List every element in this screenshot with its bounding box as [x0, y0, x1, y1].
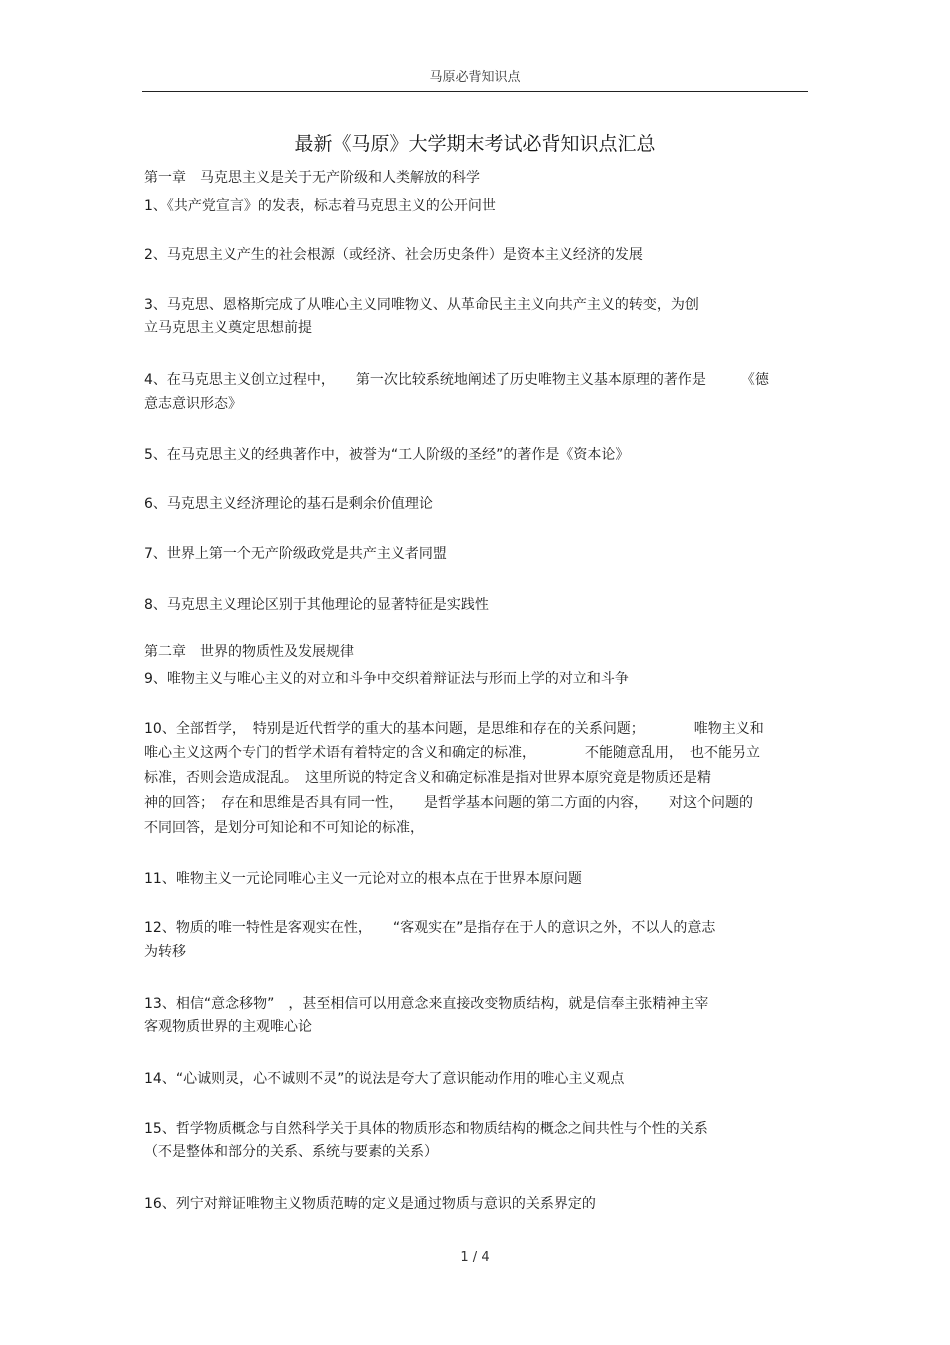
item-14: 14、“心诚则灵，心不诚则不灵”的说法是夸大了意识能动作用的唯心主义观点 — [144, 1071, 625, 1087]
item-10-line-4: 神的回答； 存在和思维是否具有同一性， 是哲学基本问题的第二方面的内容， 对这个问题的 — [144, 795, 753, 811]
chapter-1-heading: 第一章 马克思主义是关于无产阶级和人类解放的科学 — [144, 170, 480, 186]
item-16: 16、列宁对辩证唯物主义物质范畴的定义是通过物质与意识的关系界定的 — [144, 1196, 596, 1212]
item-3-line-1: 3、马克思、恩格斯完成了从唯心主义同唯物义、从革命民主主义向共产主义的转变，为创 — [144, 297, 699, 313]
item-2: 2、马克思主义产生的社会根源（或经济、社会历史条件）是资本主义经济的发展 — [144, 247, 643, 263]
item-9: 9、唯物主义与唯心主义的对立和斗争中交织着辩证法与形而上学的对立和斗争 — [144, 671, 629, 687]
item-1: 1、《共产党宣言》的发表，标志着马克思主义的公开问世 — [144, 198, 496, 214]
item-12-line-2: 为转移 — [144, 944, 186, 960]
item-13-line-1: 13、相信“意念移物” ，甚至相信可以用意念来直接改变物质结构，就是信奉主张精神主宰 — [144, 996, 709, 1012]
item-15-line-2: （不是整体和部分的关系、系统与要素的关系） — [144, 1144, 438, 1160]
document-title: 最新《马原》大学期末考试必背知识点汇总 — [294, 133, 656, 155]
page-number: 1 / 4 — [460, 1250, 490, 1265]
item-12-line-1: 12、物质的唯一特性是客观实在性， “客观实在”是指存在于人的意识之外，不以人的意志 — [144, 920, 716, 936]
item-3-line-2: 立马克思主义奠定思想前提 — [144, 320, 312, 336]
item-4-line-2: 意志意识形态》 — [144, 396, 242, 412]
item-10-line-5: 不同回答，是划分可知论和不可知论的标准， — [144, 820, 424, 836]
item-13-line-2: 客观物质世界的主观唯心论 — [144, 1019, 312, 1035]
item-11: 11、唯物主义一元论同唯心主义一元论对立的根本点在于世界本原问题 — [144, 871, 582, 887]
page-header: 马原必背知识点 — [429, 70, 521, 85]
header-divider — [142, 91, 808, 92]
item-15-line-1: 15、哲学物质概念与自然科学关于具体的物质形态和物质结构的概念之间共性与个性的关系 — [144, 1121, 708, 1137]
item-7: 7、世界上第一个无产阶级政党是共产主义者同盟 — [144, 546, 447, 562]
item-5: 5、在马克思主义的经典著作中，被誉为“工人阶级的圣经”的著作是《资本论》 — [144, 447, 630, 463]
item-10-line-3: 标准，否则会造成混乱。 这里所说的特定含义和确定标准是指对世界本原究竟是物质还是精 — [144, 770, 711, 786]
item-10-line-2: 唯心主义这两个专门的哲学术语有着特定的含义和确定的标准， 不能随意乱用， 也不能另立 — [144, 745, 760, 761]
chapter-2-heading: 第二章 世界的物质性及发展规律 — [144, 644, 354, 660]
item-8: 8、马克思主义理论区别于其他理论的显著特征是实践性 — [144, 597, 489, 613]
item-4-line-1: 4、在马克思主义创立过程中， 第一次比较系统地阐述了历史唯物主义基本原理的著作是 《德 — [144, 372, 769, 388]
item-10-line-1: 10、全部哲学， 特别是近代哲学的重大的基本问题，是思维和存在的关系问题； 唯物主义和 — [144, 721, 764, 737]
item-6: 6、马克思主义经济理论的基石是剩余价值理论 — [144, 496, 433, 512]
